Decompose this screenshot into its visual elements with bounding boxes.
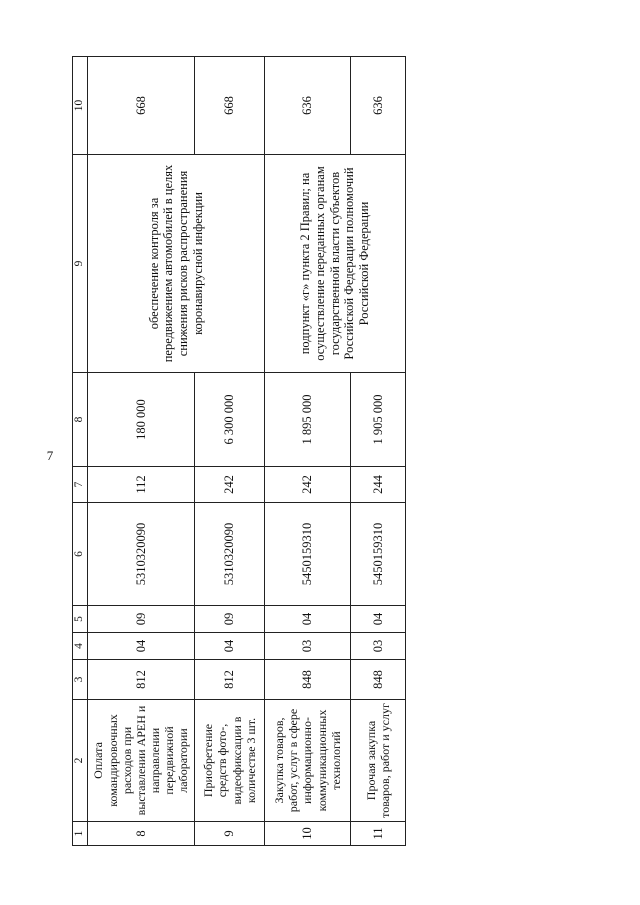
row-number: 9 (195, 822, 265, 846)
cell-col7: 244 (351, 467, 406, 503)
cell-amount: 1 905 000 (351, 373, 406, 467)
cell-col5: 04 (351, 606, 406, 633)
header-cell: 7 (73, 467, 88, 503)
cell-col10: 668 (88, 57, 195, 155)
cell-col7: 242 (195, 467, 265, 503)
expense-name: Закупка товаров, работ, услуг в сфере информационно-коммуникационных технологий (265, 700, 351, 822)
header-cell: 1 (73, 822, 88, 846)
expense-name: Приобретение средств фото-, видеофиксации в количестве 3 шт. (195, 700, 265, 822)
cell-col4: 04 (195, 633, 265, 660)
row-number: 8 (88, 822, 195, 846)
cell-col5: 09 (195, 606, 265, 633)
cell-col10: 636 (265, 57, 351, 155)
header-cell: 9 (73, 155, 88, 373)
cell-col7: 112 (88, 467, 195, 503)
cell-col6: 5450159310 (265, 503, 351, 606)
cell-col5: 04 (265, 606, 351, 633)
cell-col3: 848 (351, 660, 406, 700)
cell-col3: 848 (265, 660, 351, 700)
row-number: 11 (351, 822, 406, 846)
header-cell: 5 (73, 606, 88, 633)
cell-col3: 812 (88, 660, 195, 700)
cell-col7: 242 (265, 467, 351, 503)
cell-col6: 5450159310 (351, 503, 406, 606)
cell-col10: 636 (351, 57, 406, 155)
basis-cell: подпункт «г» пункта 2 Правил; на осуществление переданных органам государственной власти субъектов Российской Федерации полномочий Российской Федерации (265, 155, 406, 373)
cell-amount: 180 000 (88, 373, 195, 467)
cell-amount: 6 300 000 (195, 373, 265, 467)
table-header-row (73, 57, 88, 846)
cell-col4: 03 (265, 633, 351, 660)
expense-name: Прочая закупка товаров, работ и услуг (351, 700, 406, 822)
page-number: 7 (46, 448, 54, 463)
cell-col4: 04 (88, 633, 195, 660)
header-cell: 8 (73, 373, 88, 467)
cell-col3: 812 (195, 660, 265, 700)
cell-col5: 09 (88, 606, 195, 633)
budget-table (72, 56, 406, 846)
row-number: 10 (265, 822, 351, 846)
header-cell: 3 (73, 660, 88, 700)
header-cell: 6 (73, 503, 88, 606)
basis-cell: обеспечение контроля за передвижением автомобилей в целях снижения рисков распространения коронавирусной инфекции (88, 155, 265, 373)
cell-amount: 1 895 000 (265, 373, 351, 467)
table-row (88, 57, 195, 846)
header-cell: 10 (73, 57, 88, 155)
cell-col10: 668 (195, 57, 265, 155)
cell-col6: 5310320090 (195, 503, 265, 606)
expense-name: Оплата командировочных расходов при выставлении АРЕН и направлении передвижной лаборатории (88, 700, 195, 822)
rotated-table-container (72, 57, 404, 846)
cell-col4: 03 (351, 633, 406, 660)
header-cell: 4 (73, 633, 88, 660)
header-cell: 2 (73, 700, 88, 822)
cell-col6: 5310320090 (88, 503, 195, 606)
table-row (265, 57, 351, 846)
